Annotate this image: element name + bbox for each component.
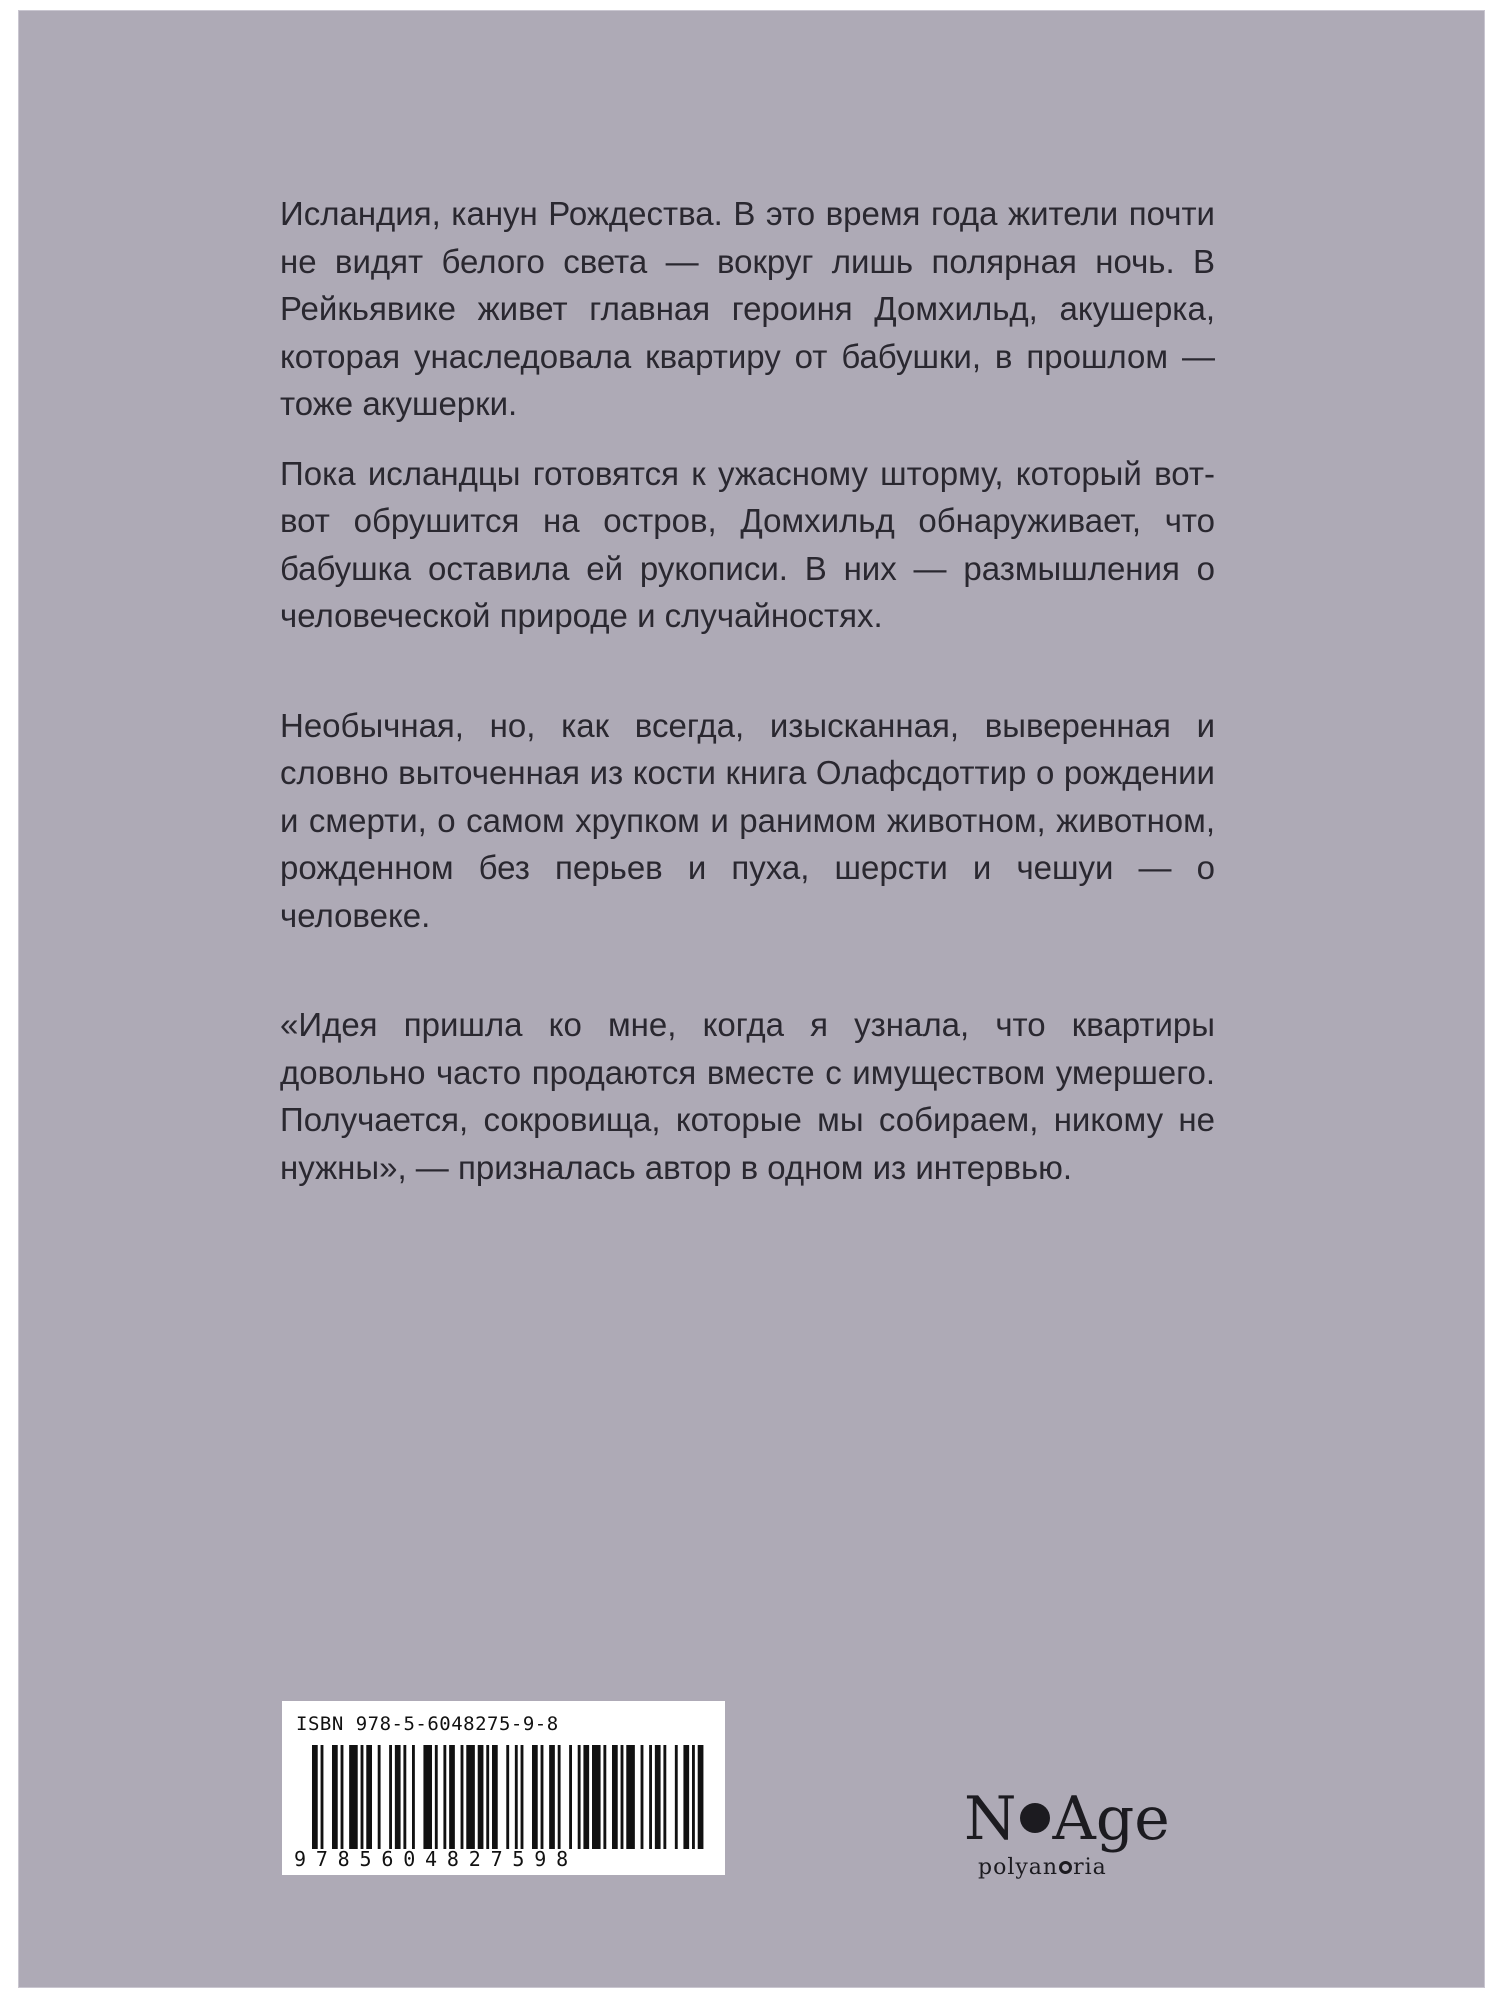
blurb-paragraph-2: Пока исландцы готовятся к ужасному шторму, который вот-вот обрушится на остров, Домхильд обнаруживает, что бабушка оставила ей рукописи. В них — размышления о человеческой природе и случайностях. (280, 454, 1215, 634)
barcode-bar (592, 1745, 601, 1849)
logo-ring-icon (1059, 1861, 1072, 1874)
barcode-bar (626, 1745, 635, 1849)
blurb-paragraph-3: Необычная, но, как всегда, изысканная, выверенная и словно выточенная из кости книга Олафсдоттир о рождении и смерти, о самом хрупком и ранимом животном, животном, рожденном без перьев и пуха, шерсти и чешуи — о человеке. (280, 706, 1215, 934)
logo-word-age: Age (1052, 1784, 1170, 1854)
barcode-bar (361, 1745, 364, 1849)
barcode-bar (466, 1745, 475, 1849)
barcode-bar (569, 1745, 572, 1849)
barcode-bar (389, 1745, 392, 1849)
logo-noage (964, 1784, 1170, 1854)
barcode-bar (449, 1745, 455, 1849)
barcode-bar (478, 1745, 484, 1849)
barcode-bar (341, 1745, 344, 1849)
author-quote: «Идея пришла ко мне, когда я узнала, что квартиры довольно часто продаются вместе с имуществом умершего. Получается, сокровища, которые мы собираем, никому не нужны», — призналась автор в одном из интервью. (280, 1006, 1215, 1186)
barcode-bar (366, 1745, 372, 1849)
barcode-bar (521, 1745, 524, 1849)
blurb-paragraph-1: Исландия, канун Рождества. В это время года жители почти не видят белого света — вокруг лишь полярная ночь. В Рейкьявике живет главная героиня Домхильд, акушерка, которая унаследовала квартиру от бабушки, в прошлом — тоже акушерки. (280, 195, 1215, 422)
barcode-bar (403, 1745, 406, 1849)
isbn-barcode-label (282, 1701, 725, 1875)
publisher-logo (964, 1784, 1224, 1897)
barcode-bar (492, 1745, 498, 1849)
barcode-bar (423, 1745, 432, 1849)
barcode-bar (578, 1745, 581, 1849)
barcode-bar (443, 1745, 446, 1849)
barcode-bar (412, 1745, 415, 1849)
barcode-bar (649, 1745, 652, 1849)
barcode-bar (461, 1745, 464, 1849)
barcode-bar (663, 1745, 666, 1849)
barcode-bar (675, 1745, 678, 1849)
barcode-bar (549, 1745, 555, 1849)
logo-polyandria: polyan ria (978, 1855, 1107, 1880)
barcode-bar (612, 1745, 618, 1849)
barcode-bar (486, 1745, 489, 1849)
barcode-bar (532, 1745, 538, 1849)
barcode-bar (312, 1745, 318, 1849)
barcode-bar (506, 1745, 509, 1849)
barcode-bar (515, 1745, 518, 1849)
barcode-bar (621, 1745, 624, 1849)
barcode-bar (378, 1745, 381, 1849)
barcode-bar (541, 1745, 544, 1849)
barcode-bar (558, 1745, 561, 1849)
barcode-bar (692, 1745, 695, 1849)
barcode-bar (321, 1745, 324, 1849)
barcode-bar (349, 1745, 358, 1849)
barcode-bar (698, 1745, 704, 1849)
barcode-bar (655, 1745, 661, 1849)
isbn-number: ISBN 978-5-6048275-9-8 (296, 1713, 559, 1735)
barcode-bar (603, 1745, 606, 1849)
barcode-bar (683, 1745, 689, 1849)
barcode-bar (435, 1745, 438, 1849)
barcode-bar (641, 1745, 644, 1849)
barcode-digits: 9785604827598 (294, 1847, 578, 1871)
barcode-bars (312, 1745, 712, 1849)
logo-dot-icon (1020, 1803, 1050, 1833)
barcode-bar (395, 1745, 401, 1849)
barcode-bar (332, 1745, 338, 1849)
logo-letter-n: N (964, 1784, 1017, 1854)
blurb-text (280, 190, 1215, 1191)
barcode-bar (583, 1745, 589, 1849)
